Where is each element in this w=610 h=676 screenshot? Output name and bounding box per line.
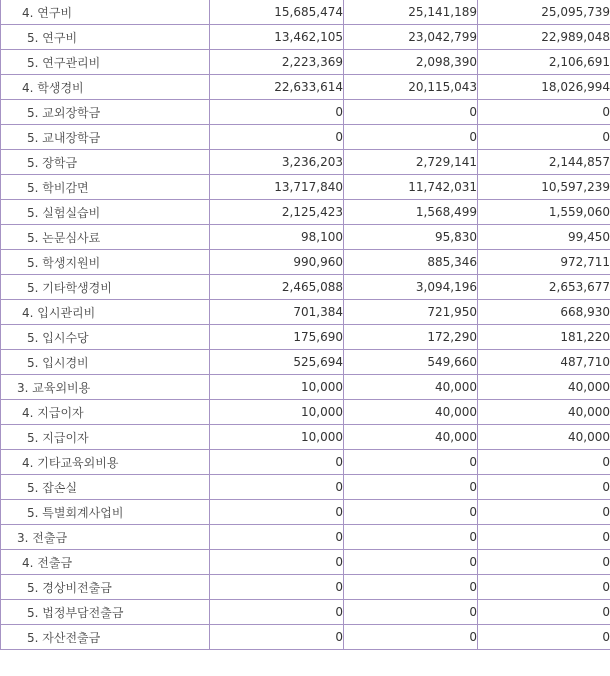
table-row: [1, 350, 610, 375]
table-row: [1, 300, 610, 325]
row-label: 3. 교육외비용: [1, 375, 210, 400]
year-2-value: 23,042,799: [344, 25, 478, 50]
year-3-value: 0: [478, 625, 610, 650]
year-3-value: 18,026,994: [478, 75, 610, 100]
year-3-value: 0: [478, 125, 610, 150]
year-3-value: 0: [478, 475, 610, 500]
table-row: [1, 400, 610, 425]
row-label: 3. 전출금: [1, 525, 210, 550]
table-row: [1, 100, 610, 125]
row-label: 5. 경상비전출금: [1, 575, 210, 600]
table-row: [1, 150, 610, 175]
year-1-value: 10,000: [210, 400, 344, 425]
year-1-value: 0: [210, 550, 344, 575]
year-1-value: 2,465,088: [210, 275, 344, 300]
row-label: 5. 연구관리비: [1, 50, 210, 75]
year-3-value: 22,989,048: [478, 25, 610, 50]
year-3-value: 487,710: [478, 350, 610, 375]
year-3-value: 25,095,739: [478, 0, 610, 25]
row-label: 5. 장학금: [1, 150, 210, 175]
year-1-value: 0: [210, 475, 344, 500]
year-3-value: 0: [478, 600, 610, 625]
table-row: [1, 175, 610, 200]
year-2-value: 885,346: [344, 250, 478, 275]
row-label: 5. 교내장학금: [1, 125, 210, 150]
year-3-value: 181,220: [478, 325, 610, 350]
table-row: [1, 75, 610, 100]
row-label: 4. 연구비: [1, 0, 210, 25]
year-2-value: 0: [344, 500, 478, 525]
year-3-value: 0: [478, 550, 610, 575]
year-3-value: 40,000: [478, 375, 610, 400]
table-row: [1, 250, 610, 275]
table-row: [1, 325, 610, 350]
year-2-value: 172,290: [344, 325, 478, 350]
table-row: [1, 200, 610, 225]
year-2-value: 721,950: [344, 300, 478, 325]
year-1-value: 10,000: [210, 425, 344, 450]
year-3-value: 99,450: [478, 225, 610, 250]
year-1-value: 0: [210, 625, 344, 650]
row-label: 4. 전출금: [1, 550, 210, 575]
year-3-value: 1,559,060: [478, 200, 610, 225]
year-2-value: 0: [344, 550, 478, 575]
row-label: 5. 기타학생경비: [1, 275, 210, 300]
table-row: [1, 25, 610, 50]
year-3-value: 0: [478, 575, 610, 600]
table-row: [1, 625, 610, 650]
year-2-value: 25,141,189: [344, 0, 478, 25]
row-label: 5. 학생지원비: [1, 250, 210, 275]
row-label: 5. 논문심사료: [1, 225, 210, 250]
year-2-value: 0: [344, 450, 478, 475]
table-row: [1, 450, 610, 475]
year-1-value: 22,633,614: [210, 75, 344, 100]
year-3-value: 0: [478, 100, 610, 125]
row-label: 4. 기타교육외비용: [1, 450, 210, 475]
year-2-value: 20,115,043: [344, 75, 478, 100]
table-row: [1, 50, 610, 75]
year-2-value: 2,729,141: [344, 150, 478, 175]
year-2-value: 0: [344, 100, 478, 125]
year-1-value: 0: [210, 575, 344, 600]
row-label: 5. 지급이자: [1, 425, 210, 450]
year-2-value: 549,660: [344, 350, 478, 375]
row-label: 5. 입시경비: [1, 350, 210, 375]
row-label: 5. 입시수당: [1, 325, 210, 350]
year-2-value: 0: [344, 625, 478, 650]
table-row: [1, 125, 610, 150]
row-label: 4. 지급이자: [1, 400, 210, 425]
year-3-value: 0: [478, 500, 610, 525]
year-1-value: 98,100: [210, 225, 344, 250]
year-1-value: 2,223,369: [210, 50, 344, 75]
year-1-value: 990,960: [210, 250, 344, 275]
year-1-value: 0: [210, 600, 344, 625]
year-3-value: 40,000: [478, 400, 610, 425]
row-label: 5. 실험실습비: [1, 200, 210, 225]
table-row: [1, 425, 610, 450]
table-row: [1, 375, 610, 400]
table-row: [1, 475, 610, 500]
year-3-value: 2,144,857: [478, 150, 610, 175]
row-label: 5. 학비감면: [1, 175, 210, 200]
year-2-value: 0: [344, 525, 478, 550]
year-3-value: 972,711: [478, 250, 610, 275]
year-2-value: 0: [344, 600, 478, 625]
year-2-value: 40,000: [344, 400, 478, 425]
row-label: 5. 잡손실: [1, 475, 210, 500]
year-1-value: 0: [210, 450, 344, 475]
year-3-value: 10,597,239: [478, 175, 610, 200]
year-1-value: 0: [210, 500, 344, 525]
table-row: [1, 600, 610, 625]
table-row: [1, 500, 610, 525]
table-row: [1, 575, 610, 600]
year-2-value: 0: [344, 475, 478, 500]
row-label: 5. 자산전출금: [1, 625, 210, 650]
year-1-value: 701,384: [210, 300, 344, 325]
row-label: 5. 특별회계사업비: [1, 500, 210, 525]
year-3-value: 40,000: [478, 425, 610, 450]
year-2-value: 0: [344, 575, 478, 600]
table-row: [1, 275, 610, 300]
budget-table-body: [1, 0, 610, 650]
year-3-value: 668,930: [478, 300, 610, 325]
year-1-value: 525,694: [210, 350, 344, 375]
table-row: [1, 525, 610, 550]
year-3-value: 2,106,691: [478, 50, 610, 75]
year-2-value: 2,098,390: [344, 50, 478, 75]
table-row: [1, 225, 610, 250]
year-2-value: 11,742,031: [344, 175, 478, 200]
year-3-value: 0: [478, 525, 610, 550]
year-1-value: 175,690: [210, 325, 344, 350]
year-3-value: 2,653,677: [478, 275, 610, 300]
year-2-value: 0: [344, 125, 478, 150]
year-2-value: 95,830: [344, 225, 478, 250]
year-1-value: 0: [210, 525, 344, 550]
year-1-value: 13,462,105: [210, 25, 344, 50]
year-1-value: 15,685,474: [210, 0, 344, 25]
table-row: [1, 550, 610, 575]
year-1-value: 13,717,840: [210, 175, 344, 200]
year-2-value: 1,568,499: [344, 200, 478, 225]
year-3-value: 0: [478, 450, 610, 475]
row-label: 5. 교외장학금: [1, 100, 210, 125]
year-1-value: 2,125,423: [210, 200, 344, 225]
year-1-value: 0: [210, 100, 344, 125]
year-1-value: 0: [210, 125, 344, 150]
year-2-value: 40,000: [344, 425, 478, 450]
year-2-value: 40,000: [344, 375, 478, 400]
row-label: 5. 연구비: [1, 25, 210, 50]
row-label: 5. 법정부담전출금: [1, 600, 210, 625]
year-1-value: 3,236,203: [210, 150, 344, 175]
year-1-value: 10,000: [210, 375, 344, 400]
row-label: 4. 학생경비: [1, 75, 210, 100]
year-2-value: 3,094,196: [344, 275, 478, 300]
row-label: 4. 입시관리비: [1, 300, 210, 325]
table-row: [1, 0, 610, 25]
